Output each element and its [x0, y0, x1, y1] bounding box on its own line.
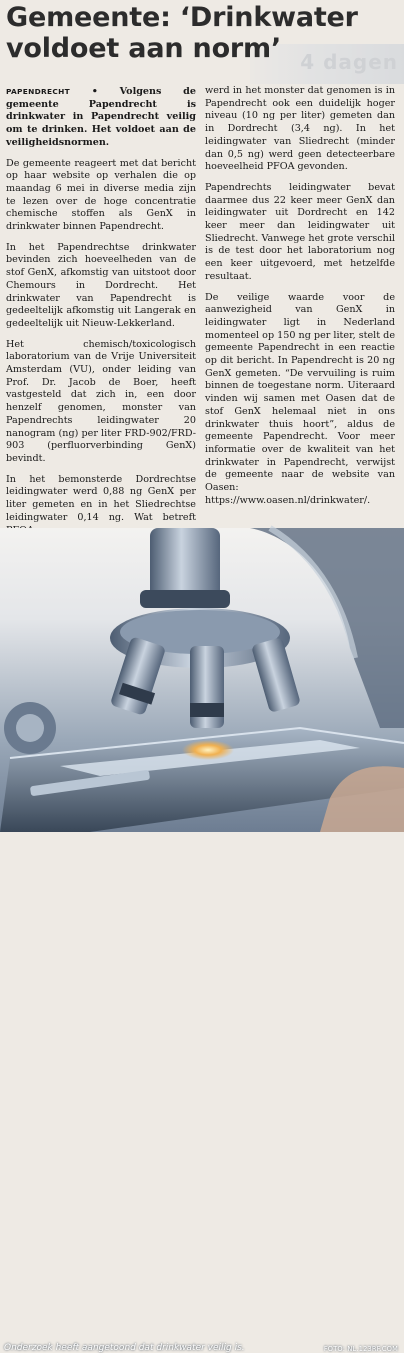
paragraph: Het chemisch/toxicologisch laboratorium van de Vrije Universiteit Amsterdam (VU), onder leiding van Prof. Dr. Jacob de Boer, heeft vastgesteld dat zich in, een door henzelf genomen, monster van Papendrechts leidingwater 20 nanogram (ng) per liter FRD-902/FRD-903 (perfluorverbinding GenX) bevindt. — [6, 338, 196, 464]
paragraph: De veilige waarde voor de aanwezigheid van GenX in leidingwater ligt in Nederland momenteel op 150 ng per liter, stelt de gemeente Papendrecht in een reactie op dit bericht. In Papendrecht is 20 ng GenX gemeten. “De vervuiling is ruim binnen de toegestane norm. Uiteraard vinden wij samen met Oasen dat de stof GenX helemaal niet in ons drinkwater thuis hoort”, aldus de gemeente Papendrecht. Voor meer informatie over de kwaliteit van het drinkwater in Papendrecht, verwijst de gemeente naar de website van Oasen: https://www.oasen.nl/drinkwater/. — [205, 291, 395, 506]
paragraph: Papendrechts leidingwater bevat daarmee dus 22 keer meer GenX dan leidingwater uit Dordrecht en 142 keer meer dan leidingwater uit Sliedrecht. Vanwege het grote verschil is de test door het laboratorium nog een keer uitgevoerd, met hetzelfde resultaat. — [205, 181, 395, 282]
headline: Gemeente: ‘Drinkwater voldoet aan norm’ — [6, 2, 358, 64]
lead-paragraph — [6, 86, 196, 150]
photo-credit: FOTO: NL.123RF.COM — [323, 1345, 398, 1353]
background-print-text: 4 dagen — [300, 50, 398, 74]
column-right — [205, 85, 395, 516]
paragraph: De gemeente reageert met dat bericht op haar website op verhalen die op maandag 6 mei in diverse media zijn te lezen over de hoge concentratie chemische stoffen als GenX in drinkwater binnen Papendrecht. — [6, 157, 196, 233]
microscope-photo — [0, 528, 404, 1353]
photo-caption: Onderzoek heeft aangetoond dat drinkwater veilig is. — [4, 1343, 245, 1353]
paragraph: In het bemonsterde Dordrechtse leidingwater werd 0,88 ng GenX per liter gemeten en in het Sliedrechtse leidingwater 0,14 ng. Wat betreft — [6, 473, 196, 523]
lead-text: • Volgens de gemeente Papendrecht is drinkwater in Papendrecht veilig om te drinken. Het voldoet aan de veiligheidsnormen. — [6, 86, 196, 148]
column-left — [6, 86, 196, 545]
dateline: PAPENDRECHT — [6, 87, 70, 96]
microscope-illustration — [0, 528, 404, 832]
paragraph: werd in het monster dat genomen is in Papendrecht ook een duidelijk hoger niveau (10 ng per liter) gemeten dan in Dordrecht (3,4 ng). In het leidingwater van Sliedrecht (minder dan 0,5 ng) werd geen detecteerbare hoeveelheid PFOA gevonden. — [205, 85, 395, 173]
paragraph: In het Papendrechtse drinkwater bevinden zich hoeveelheden van de stof GenX, afkomstig van uitstoot door Chemours in Dordrecht. Het drinkwater van Papendrecht is gedeeltelijk afkomstig uit Langerak en gedeeltelijk uit Nieuw-Lekkerland. — [6, 241, 196, 329]
